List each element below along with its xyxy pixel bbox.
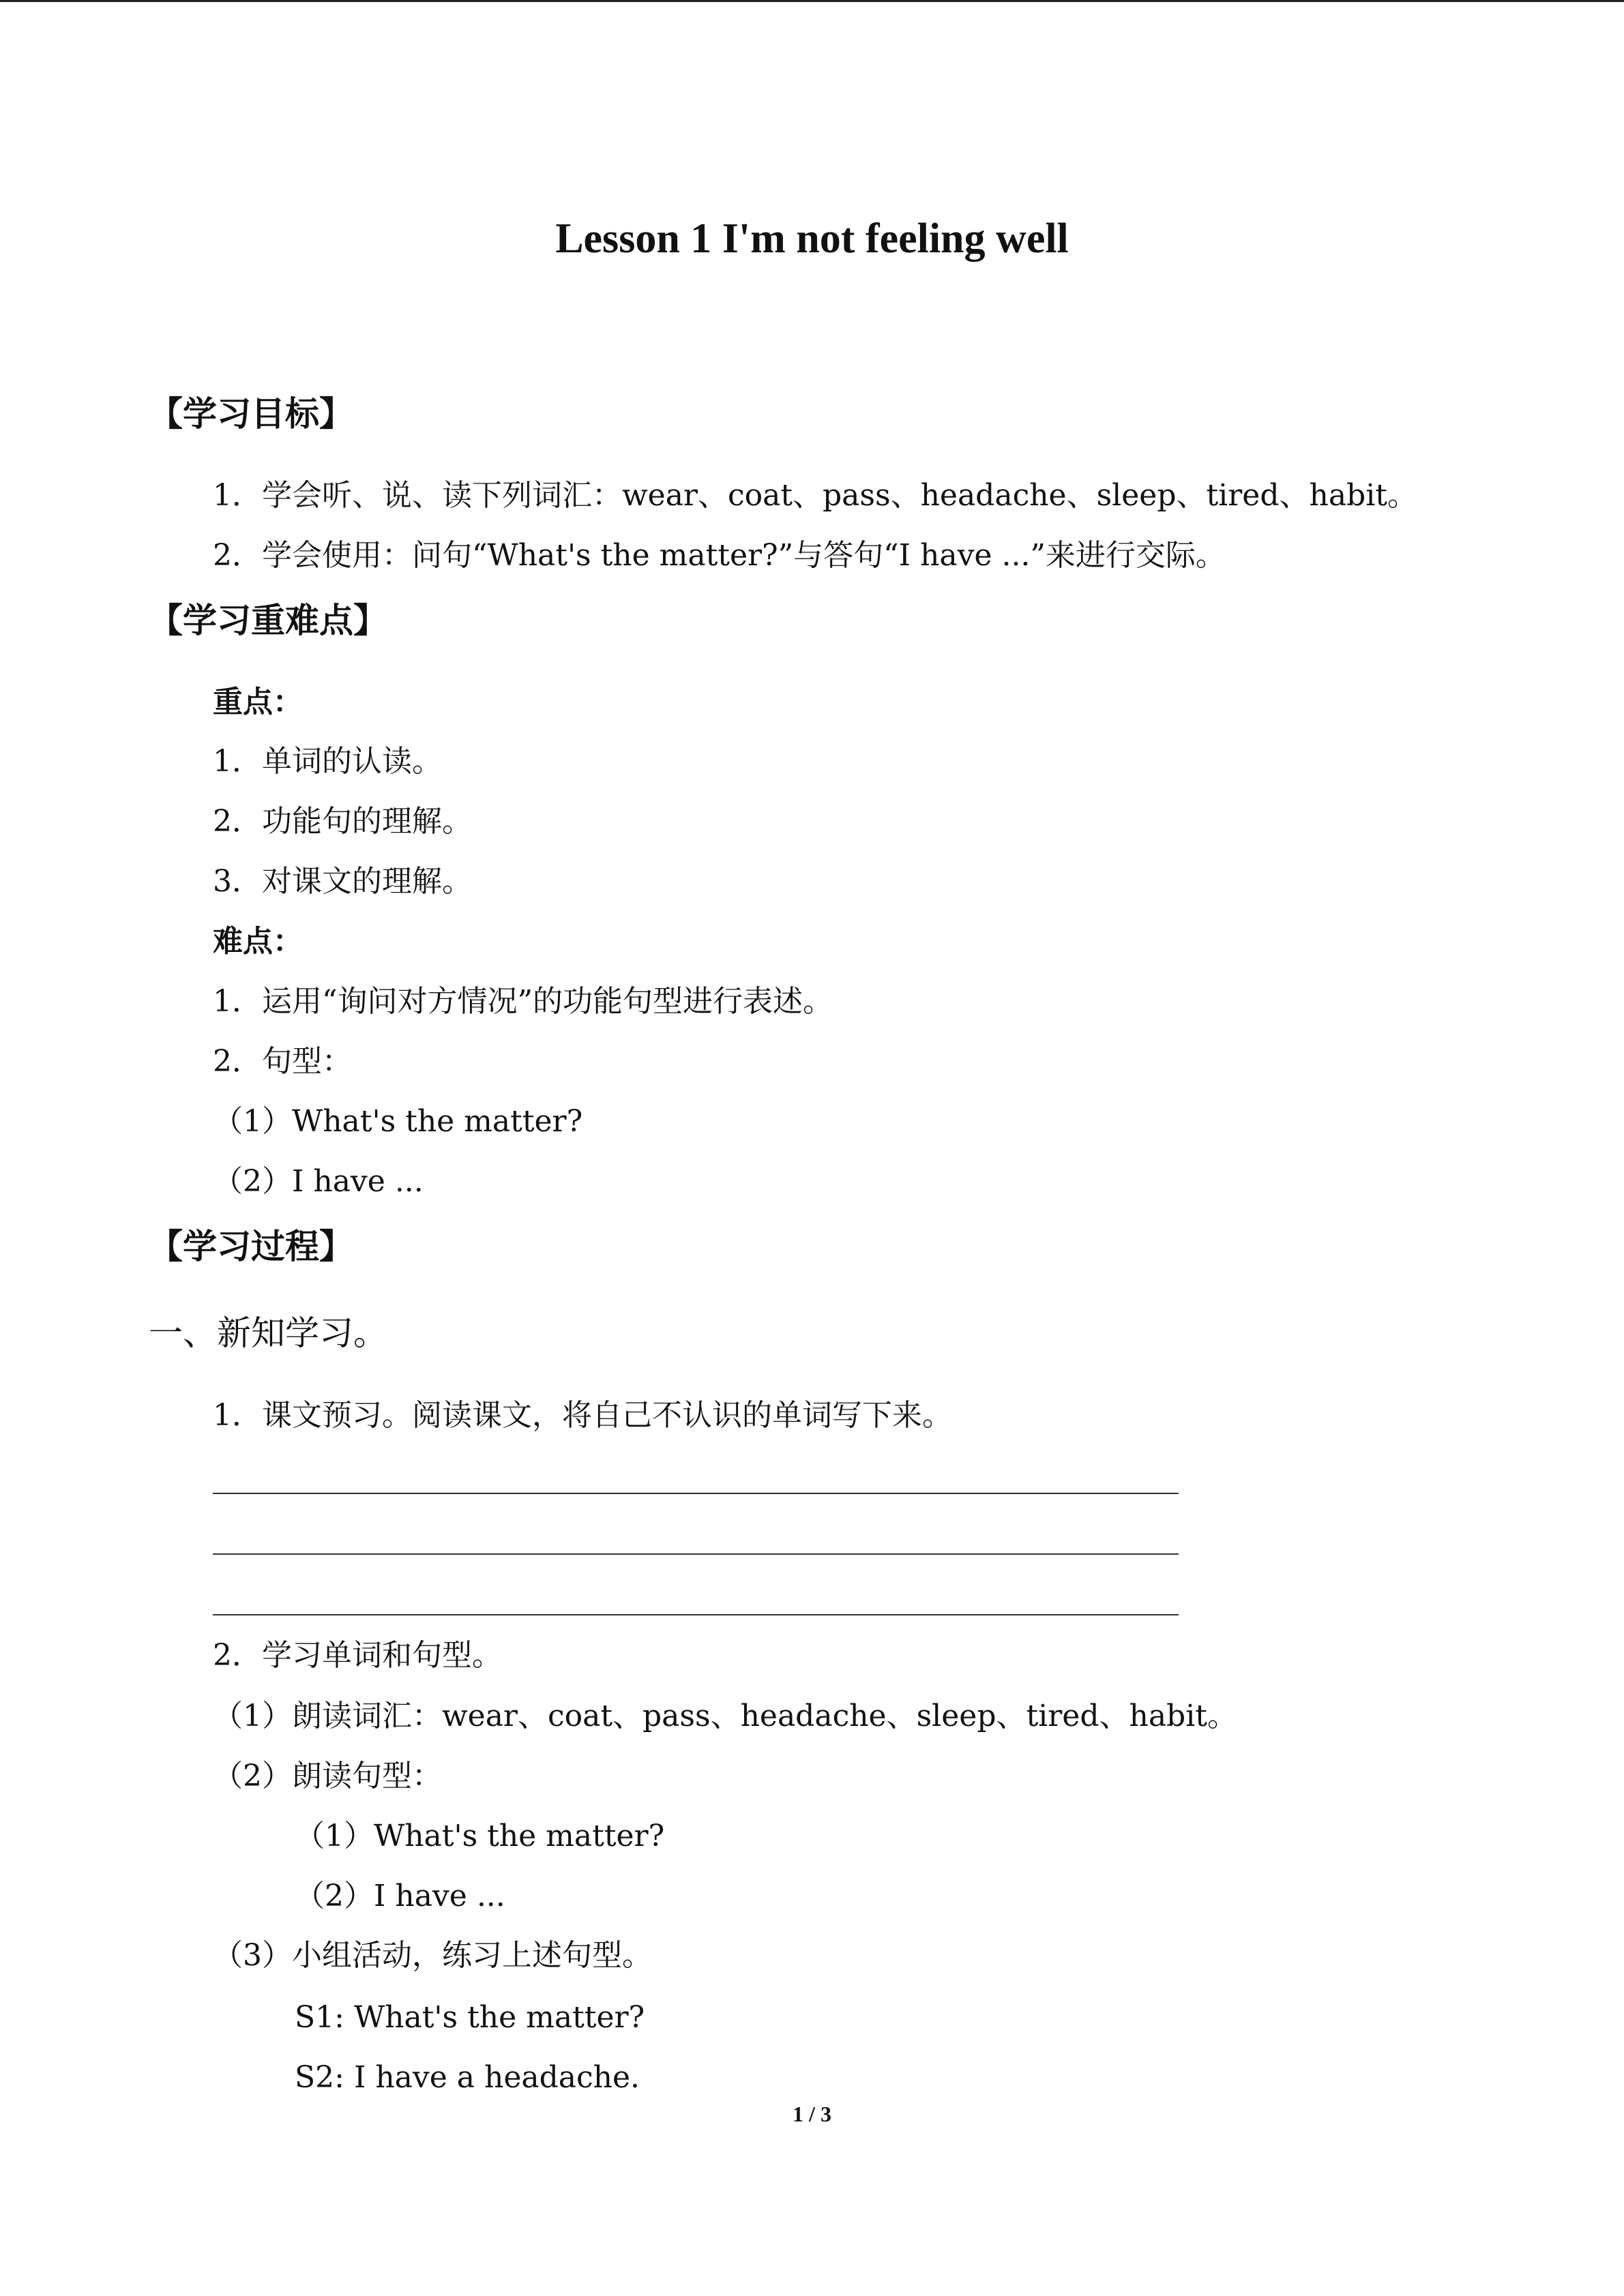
objective-item-1: 1．学会听、说、读下列词汇：wear、coat、pass、headache、sleep、tired、habit。	[213, 478, 1417, 513]
process-item-1: 1．课文预习。阅读课文，将自己不认识的单词写下来。	[213, 1398, 952, 1433]
answer-line-1[interactable]	[213, 1493, 1179, 1494]
answer-line-3[interactable]	[213, 1614, 1179, 1615]
process-item-2: 2．学习单词和句型。	[213, 1638, 502, 1673]
page-number: 1 / 3	[793, 2102, 831, 2126]
process-sub-item-2: （2）朗读句型：	[213, 1759, 442, 1793]
key-points-heading: 【学习重难点】	[149, 600, 387, 640]
dialogue-line-2: S2: I have a headache.	[295, 2060, 640, 2095]
difficulty-item-4: （2）I have ...	[213, 1164, 424, 1199]
objective-item-2: 2．学会使用：问句“What's the matter?”与答句“I have ...”来进行交际。	[213, 538, 1226, 573]
process-sub-item-1: （1）朗读词汇：wear、coat、pass、headache、sleep、tired、habit。	[213, 1699, 1237, 1733]
difficulty-item-3: （1）What's the matter?	[213, 1104, 583, 1139]
answer-line-2[interactable]	[213, 1553, 1179, 1555]
focus-item-2: 2．功能句的理解。	[213, 804, 472, 839]
focus-item-1: 1．单词的认读。	[213, 744, 442, 779]
section-one-heading: 一、新知学习。	[149, 1313, 387, 1353]
top-border	[0, 0, 1624, 2]
group-activity: （3）小组活动，练习上述句型。	[213, 1938, 652, 1973]
focus-item-3: 3．对课文的理解。	[213, 864, 472, 899]
dialogue-line-1: S1: What's the matter?	[295, 2000, 645, 2035]
process-heading: 【学习过程】	[149, 1226, 353, 1266]
page-title: Lesson 1 I'm not feeling well	[555, 215, 1069, 262]
focus-label: 重点：	[213, 685, 303, 719]
difficulty-item-1: 1．运用“询问对方情况”的功能句型进行表述。	[213, 984, 833, 1019]
objectives-heading: 【学习目标】	[149, 393, 353, 434]
pattern-item-1: （1）What's the matter?	[295, 1819, 665, 1853]
pattern-item-2: （2）I have ...	[295, 1879, 505, 1913]
difficulty-item-2: 2．句型：	[213, 1044, 352, 1079]
difficulty-label: 难点：	[213, 924, 303, 959]
